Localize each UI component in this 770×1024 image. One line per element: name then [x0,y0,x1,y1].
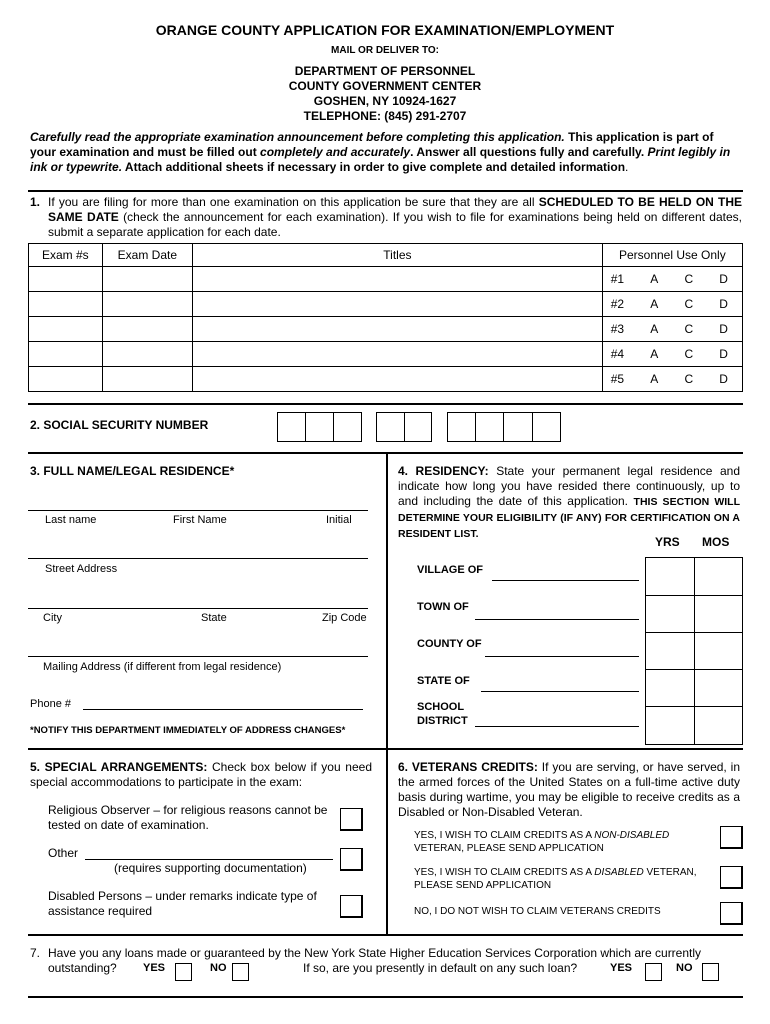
intro-end: . [625,160,629,174]
other-line[interactable] [85,859,333,860]
exam-num-cell[interactable] [29,267,103,292]
loan-yes-checkbox[interactable] [175,963,192,981]
exam-num-cell[interactable] [29,367,103,392]
divider [28,934,743,936]
q7-text-line1: Have you any loans made or guaranteed by the New York State Higher Education Services Corporation which are currently [48,946,702,960]
city-line: GOSHEN, NY 10924-1627 [313,94,457,108]
loan-no-label: NO [210,962,227,974]
city-line[interactable] [28,608,368,609]
mail-to-label: MAIL OR DELIVER TO: [331,45,439,56]
mailing-line[interactable] [28,656,368,657]
q7-text-line2: outstanding? [48,961,117,975]
disabled-checkbox[interactable] [340,895,363,918]
personnel-cell: #5 A C D [602,367,742,392]
table-row [29,267,743,292]
ssn-part3-field[interactable] [447,412,561,442]
q3-label: 3. FULL NAME/LEGAL RESIDENCE* [30,464,235,478]
form-title: ORANGE COUNTY APPLICATION FOR EXAMINATION/EMPLOYMENT [155,22,615,38]
street-label: Street Address [45,563,118,575]
phone-label: Phone # [30,698,71,710]
religious-checkbox[interactable] [340,808,363,831]
street-line[interactable] [28,558,368,559]
requires-doc-note: (requires supporting documentation) [114,861,307,875]
divider [28,190,743,192]
table-row [29,342,743,367]
q5-text: 5. SPECIAL ARRANGEMENTS: Check box below if you need special accommodations to participate in the exam: [30,760,372,789]
mailing-label: Mailing Address (if different from legal residence) [43,661,282,673]
title-cell[interactable] [193,317,603,342]
q1-number: 1. [30,195,41,209]
ssn-part2-field[interactable] [376,412,432,442]
exam-date-cell[interactable] [102,292,192,317]
village-line[interactable] [492,580,639,581]
yrs-label: YRS [655,535,680,549]
exam-date-cell[interactable] [102,342,192,367]
q6-text: 6. VETERANS CREDITS: If you are serving, or have served, in the armed forces of the United States on a full-time active duty basis during wartime, you may be eligible to receive credits as a Disabled or Non-Disabled Veteran. [398,760,741,819]
first-name-label: First Name [173,514,227,526]
col-titles: Titles [193,244,603,267]
personnel-cell: #4 A C D [602,342,742,367]
title-cell[interactable] [193,342,603,367]
zip-label: Zip Code [322,612,367,624]
intro-paragraph [30,130,742,175]
notify-notice: *NOTIFY THIS DEPARTMENT IMMEDIATELY OF ADDRESS CHANGES* [30,725,346,736]
last-name-label: Last name [45,514,97,526]
intro-bold-3: Attach additional sheets if necessary in order to give complete and detailed information [122,160,626,174]
state-of-label: STATE OF [417,675,470,687]
personnel-cell: #3 A C D [602,317,742,342]
state-label: State [201,612,227,624]
loan-yes-label: YES [143,962,166,974]
exam-table-header [29,244,743,267]
vet-option-none: NO, I DO NOT WISH TO CLAIM VETERANS CREDITS [414,906,661,917]
personnel-cell: #2 A C D [602,292,742,317]
school-line[interactable] [475,726,639,727]
village-label: VILLAGE OF [417,564,483,576]
disabled-label: Disabled Persons – under remarks indicate type of assistance required [48,889,317,918]
city-label: City [43,612,62,624]
exam-table [28,243,743,392]
address-block [0,64,770,124]
ssn-label: 2. SOCIAL SECURITY NUMBER [30,418,209,432]
col-exam-date: Exam Date [102,244,192,267]
exam-num-cell[interactable] [29,342,103,367]
q1-text: If you are filing for more than one examination on this application be sure that they are all SCHEDULED TO BE HELD ON THE SAME DATE (check the announcement for each examination). If you wish to file for examinations being held on different dates, submit a separate application for each date. [48,195,742,239]
intro-italic-3: Print legibly in ink or typewrite. [30,145,731,174]
table-row [29,367,743,392]
default-yes-checkbox[interactable] [645,963,662,981]
default-question: If so, are you presently in default on any such loan? [303,961,578,975]
intro-italic-1: Carefully read the appropriate examination announcement before completing this application. [30,130,565,144]
county-label: COUNTY OF [417,638,482,650]
exam-num-cell[interactable] [29,292,103,317]
vet-nondisabled-checkbox[interactable] [720,826,743,849]
exam-num-cell[interactable] [29,317,103,342]
vet-disabled-checkbox[interactable] [720,866,743,889]
default-no-checkbox[interactable] [702,963,719,981]
title-cell[interactable] [193,267,603,292]
exam-date-cell[interactable] [102,367,192,392]
q7-number: 7. [30,946,41,960]
other-checkbox[interactable] [340,848,363,871]
divider [28,996,743,998]
q4-text: 4. RESIDENCY: State your permanent legal residence and indicate how long you have resided there continuously, up to and including the date of this application. THIS SECTION WILL DETERMINE YOUR ELIGIBILITY (IF ANY) FOR CERTIFICATION ON A RESIDENT LIST. [398,464,741,540]
table-row [29,292,743,317]
exam-date-cell[interactable] [102,267,192,292]
intro-italic-2: completely and accurately [260,145,411,159]
default-yes-label: YES [610,962,633,974]
initial-label: Initial [326,514,352,526]
name-line[interactable] [28,510,368,511]
exam-date-cell[interactable] [102,317,192,342]
other-label: Other [48,846,79,860]
col-exam-num: Exam #s [29,244,103,267]
personnel-cell: #1 A C D [602,267,742,292]
ssn-part1-field[interactable] [277,412,362,442]
center-name: COUNTY GOVERNMENT CENTER [288,79,482,93]
divider [28,403,743,405]
default-no-label: NO [676,962,693,974]
residency-duration-grid [645,557,743,745]
intro-bold-1: This application is part of your examination and must be filled out [30,130,714,159]
title-cell[interactable] [193,292,603,317]
state-line[interactable] [481,691,639,692]
county-line[interactable] [485,656,639,657]
phone-line[interactable] [83,709,363,710]
mos-label: MOS [702,535,730,549]
town-line[interactable] [475,619,639,620]
column-divider [386,748,388,934]
town-label: TOWN OF [417,601,469,613]
intro-bold-2: . Answer all questions fully and carefully. [410,145,648,159]
title-cell[interactable] [193,367,603,392]
col-personnel-use: Personnel Use Only [602,244,742,267]
religious-label: Religious Observer – for religious reasons cannot be tested on date of examination. [48,803,328,832]
vet-none-checkbox[interactable] [720,902,743,925]
dept-name: DEPARTMENT OF PERSONNEL [294,64,476,78]
column-divider [386,452,388,748]
vet-option-disabled: YES, I WISH TO CLAIM CREDITS AS A DISABLED VETERAN, PLEASE SEND APPLICATION [414,867,697,891]
phone-line: TELEPHONE: (845) 291-2707 [303,109,467,123]
table-row [29,317,743,342]
vet-option-nondisabled: YES, I WISH TO CLAIM CREDITS AS A NON-DISABLED VETERAN, PLEASE SEND APPLICATION [414,830,670,854]
school-district-label: SCHOOL DISTRICT [417,701,468,727]
loan-no-checkbox[interactable] [232,963,249,981]
